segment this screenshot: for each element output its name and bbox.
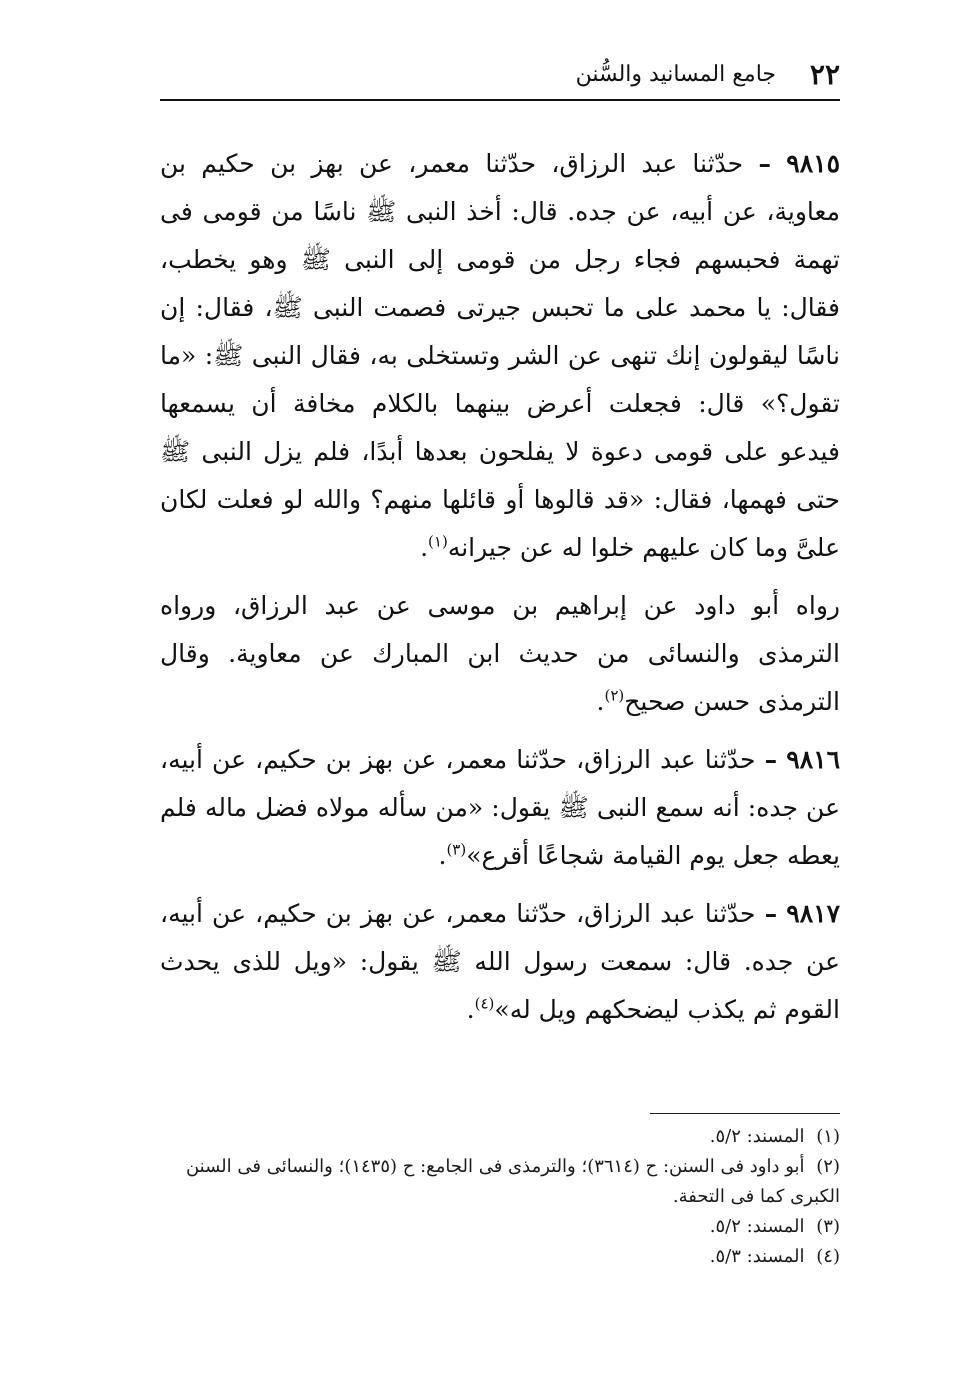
- footnotes: [160, 1122, 840, 1272]
- footnote-text: المسند: ٥/٣.: [709, 1246, 805, 1267]
- main-text: [160, 140, 840, 1044]
- hadith-9815: [160, 140, 840, 572]
- paragraph-end: .: [420, 533, 429, 562]
- hadith-dash: –: [764, 899, 778, 928]
- commentary-paragraph: [160, 582, 840, 726]
- hadith-number: ٩٨١٧: [786, 899, 840, 928]
- hadith-number: ٩٨١٦: [786, 745, 840, 774]
- page-number: ٢٢: [809, 58, 840, 91]
- hadith-text: حدّثنا عبد الرزاق، حدّثنا معمر، عن بهز بن حكيم بن معاوية، عن أبيه، عن جده. قال: أخذ النبى ﷺ ناسًا من قومى فى تهمة فحبسهم فجاء رجل من قومى إلى النبى ﷺ وهو يخطب، فقال: يا محمد على ما تحبس جيرتى فصمت النبى ﷺ، فقال: إن ناسًا ليقولون إنك تنهى عن الشر وتستخلى به، فقال النبى ﷺ: «ما تقول؟» قال: فجعلت أعرض بينهما بالكلام مخافة أن يسمعها فيدعو على قومى دعوة لا يفلحون بعدها أبدًا، فلم يزل النبى ﷺ حتى فهمها، فقال: «قد قالوها أو قائلها منهم؟ والله لو فعلت لكان علىَّ وما كان عليهم خلوا له عن جيرانه: [160, 149, 840, 562]
- footnote-number: (٤): [816, 1246, 840, 1267]
- footnote-marker: (١): [428, 532, 448, 551]
- hadith-9817: [160, 890, 840, 1034]
- paragraph-end: .: [438, 841, 447, 870]
- footnote-number: (١): [816, 1126, 840, 1147]
- hadith-dash: –: [758, 149, 771, 178]
- header-rule: [160, 99, 840, 101]
- hadith-9816: [160, 736, 840, 880]
- footnote-number: (٣): [816, 1216, 840, 1237]
- footnote-marker: (٤): [474, 994, 495, 1013]
- footnote-text: المسند: ٥/٢.: [709, 1216, 805, 1237]
- running-title: جامع المسانيد والسُّنن: [575, 62, 776, 87]
- footnote-text: أبو داود فى السنن: ح (٣٦١٤)؛ والترمذى فى الجامع: ح (١٤٣٥)؛ والنسائى فى السنن الكبرى كما فى التحفة.: [185, 1156, 840, 1207]
- hadith-text: حدّثنا عبد الرزاق، حدّثنا معمر، عن بهز بن حكيم، عن أبيه، عن جده. قال: سمعت رسول الله ﷺ يقول: «ويل للذى يحدث القوم ثم يكذب ليضحكهم ويل له»: [160, 899, 840, 1024]
- footnote-4: [160, 1242, 840, 1272]
- hadith-number: ٩٨١٥: [786, 149, 840, 178]
- hadith-dash: –: [764, 745, 778, 774]
- footnote-marker: (٣): [446, 840, 467, 859]
- footnote-rule: [650, 1113, 840, 1114]
- footnote-3: [160, 1212, 840, 1242]
- footnote-marker: (٢): [604, 686, 625, 705]
- paragraph-end: .: [466, 995, 475, 1024]
- commentary-text: رواه أبو داود عن إبراهيم بن موسى عن عبد الرزاق، ورواه الترمذى والنسائى من حديث ابن المبارك عن معاوية. وقال الترمذى حسن صحيح: [160, 591, 840, 716]
- paragraph-end: .: [596, 687, 605, 716]
- footnote-1: [160, 1122, 840, 1152]
- footnote-text: المسند: ٥/٢.: [709, 1126, 805, 1147]
- page-header: [160, 52, 840, 100]
- hadith-text: حدّثنا عبد الرزاق، حدّثنا معمر، عن بهز بن حكيم، عن أبيه، عن جده: أنه سمع النبى ﷺ يقول: «من سأله مولاه فضل ماله فلم يعطه جعل يوم القيامة شجاعًا أقرع»: [160, 745, 840, 870]
- footnote-2: [160, 1152, 840, 1212]
- footnote-number: (٢): [816, 1156, 840, 1177]
